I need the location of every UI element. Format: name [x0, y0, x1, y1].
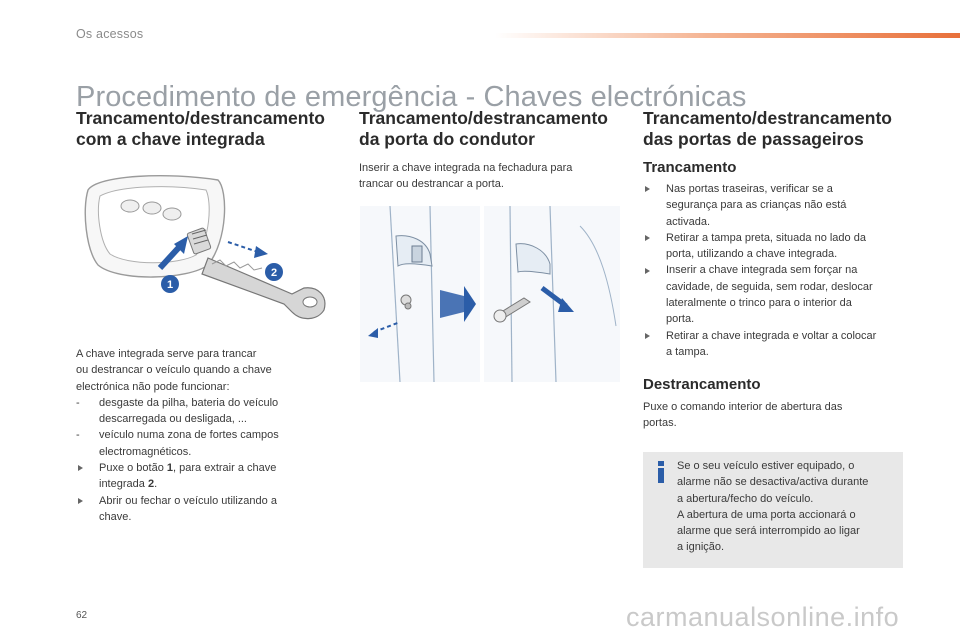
info-box: [643, 452, 903, 568]
list-item-line: integrada 2.: [99, 478, 158, 491]
col3-text2: [643, 399, 903, 432]
info-text: [677, 458, 899, 556]
list-item-line: veículo numa zona de fortes campos: [99, 429, 279, 442]
col3-subhead-trancamento: Trancamento: [643, 159, 737, 176]
col1-title-line2: com a chave integrada: [76, 129, 265, 149]
callout-1-label: 1: [166, 279, 174, 291]
col3-title: [643, 108, 892, 150]
info-line: a ignição.: [677, 541, 725, 554]
col1-intro-2: ou destrancar o veículo quando a chave: [76, 364, 272, 377]
info-line: alarme que será interrompido ao ligar: [677, 525, 860, 538]
arrow-bullet-icon: [76, 493, 96, 509]
section-label: Os acessos: [76, 27, 144, 41]
arrow-bullet-icon: [643, 328, 663, 344]
arrow-bullet-icon: [643, 262, 663, 278]
list-item-line: Retirar a chave integrada e voltar a colocar: [666, 329, 877, 342]
page-number: 62: [76, 610, 88, 621]
key-fob-illustration: [78, 170, 340, 330]
arrow-bullet-icon: [643, 181, 663, 197]
col3-text2-line1: Puxe o comando interior de abertura das: [643, 401, 843, 413]
info-line: A abertura de uma porta accionará o: [677, 508, 856, 521]
col3-subhead-destrancamento: Destrancamento: [643, 376, 761, 393]
col1-list: [76, 395, 326, 525]
info-icon: [656, 461, 666, 483]
list-item: [76, 395, 326, 428]
list-item: [76, 427, 326, 460]
dash-mark: -: [76, 429, 80, 442]
list-item-line: chave.: [99, 510, 132, 523]
list-item-line: a tampa.: [666, 345, 709, 358]
list-item-line: Retirar a tampa preta, situada no lado da: [666, 231, 866, 244]
list-item-line: porta, utilizando a chave integrada.: [666, 248, 838, 261]
list-item-line: Abrir ou fechar o veículo utilizando a: [99, 494, 277, 507]
col2-text-line1: Inserir a chave integrada na fechadura para: [359, 162, 573, 174]
list-item-line: Puxe o botão 1, para extrair a chave: [99, 462, 277, 475]
info-line: Se o seu veículo estiver equipado, o: [677, 460, 855, 472]
col1-body: [76, 346, 326, 525]
info-line: a abertura/fecho do veículo.: [677, 492, 814, 505]
watermark: carmanualsonline.info: [626, 602, 900, 632]
list-item-line: descarregada ou desligada, ...: [99, 413, 247, 426]
list-item: [643, 181, 908, 230]
list-item: [76, 493, 326, 526]
col1-title: [76, 108, 325, 150]
col1-intro-1: A chave integrada serve para trancar: [76, 348, 257, 360]
callout-2-label: 2: [270, 267, 278, 279]
list-item-line: cavidade, de seguida, sem rodar, deslocar: [666, 280, 873, 293]
list-item-line: segurança para as crianças não está: [666, 199, 847, 212]
col2-title-line2: da porta do condutor: [359, 129, 535, 149]
header-accent-bar: [495, 33, 960, 38]
col2-title: [359, 108, 608, 150]
dash-mark: -: [76, 396, 80, 409]
col2-text-line2: trancar ou destrancar a porta.: [359, 178, 504, 191]
page-title: Procedimento de emergência - Chaves electrónicas: [76, 81, 747, 114]
driver-door-lock-illustration: [360, 206, 620, 382]
list-item-line: Inserir a chave integrada sem forçar na: [666, 264, 858, 277]
col3-title-line2: das portas de passageiros: [643, 129, 864, 149]
col1-intro-3: electrónica não pode funcionar:: [76, 380, 230, 393]
list-item-line: electromagnéticos.: [99, 445, 192, 458]
list-item: [643, 230, 908, 263]
col2-title-line1: Trancamento/destrancamento: [359, 108, 608, 128]
col3-title-line1: Trancamento/destrancamento: [643, 108, 892, 128]
col3-list: [643, 181, 908, 360]
info-line: alarme não se desactiva/activa durante: [677, 476, 869, 489]
list-item-line: lateralmente o trinco para o interior da: [666, 297, 852, 310]
col2-text: [359, 160, 609, 193]
list-item-line: porta.: [666, 313, 695, 326]
list-item: [76, 460, 326, 493]
list-item: [643, 328, 908, 361]
list-item-line: desgaste da pilha, bateria do veículo: [99, 396, 279, 409]
list-item-line: activada.: [666, 215, 711, 228]
col3-text2-line2: portas.: [643, 417, 677, 430]
arrow-bullet-icon: [76, 460, 96, 476]
list-item-line: Nas portas traseiras, verificar se a: [666, 183, 833, 195]
list-item: [643, 262, 908, 327]
col1-title-line1: Trancamento/destrancamento: [76, 108, 325, 128]
arrow-bullet-icon: [643, 230, 663, 246]
